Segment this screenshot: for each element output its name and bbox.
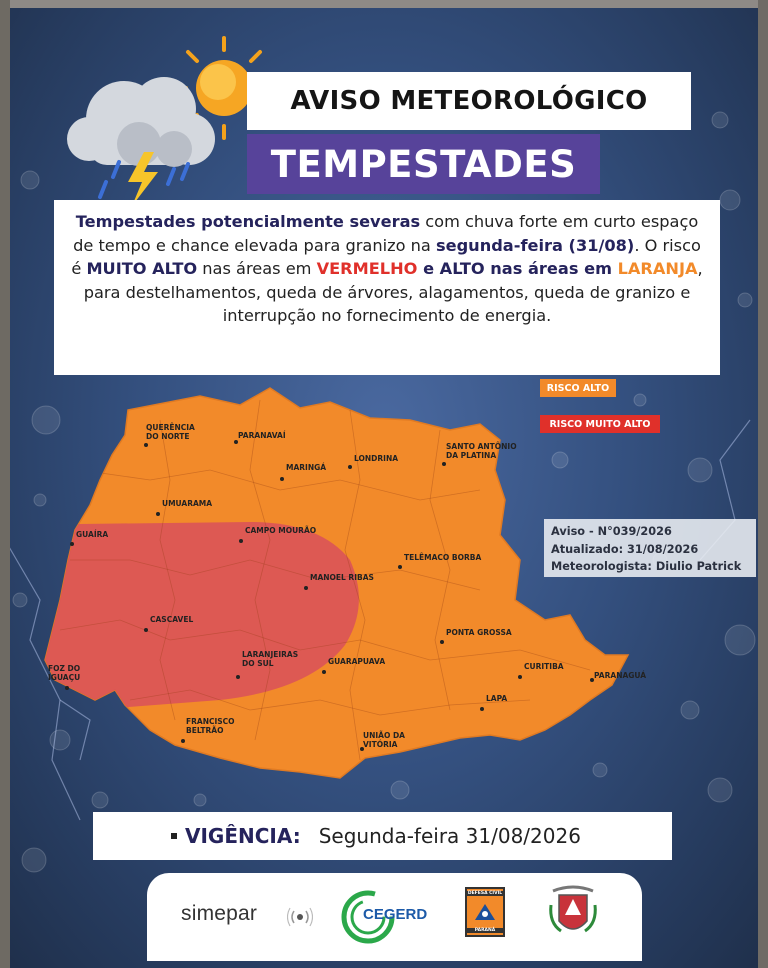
city-label: QUERÊNCIA [146, 423, 195, 432]
parana-coat-of-arms-icon [547, 885, 599, 943]
city-santo-antonio [446, 443, 517, 460]
desc-text-3: nas áreas em [197, 259, 317, 279]
footer-logos [147, 873, 642, 961]
city-label: DO NORTE [146, 431, 190, 441]
desc-day: segunda-feira (31/08) [435, 235, 635, 255]
desc-bold: Tempestades potencialmente severas [75, 212, 421, 231]
city-label: BELTRÃO [186, 725, 224, 735]
simepar-signal-icon [287, 906, 313, 928]
bullet-icon [171, 833, 177, 839]
city-guarapuava: GUARAPUAVA [328, 657, 386, 666]
city-label: FRANCISCO [186, 717, 235, 726]
city-label: IGUAÇU [48, 672, 81, 682]
city-laranjeiras-do-sul [242, 651, 298, 668]
city-umuarama: UMUARAMA [162, 499, 213, 508]
legend-label: RISCO MUITO ALTO [549, 418, 651, 430]
legend-label: RISCO ALTO [546, 382, 610, 394]
city-uniao-da-vitoria [363, 732, 405, 749]
city-querencia [146, 424, 195, 441]
city-francisco-beltrao [186, 718, 235, 735]
city-label: LARANJEIRAS [242, 650, 299, 659]
vigencia-value: Segunda-feira 31/08/2026 [318, 824, 581, 848]
meteorologist: Meteorologista: Diulio Patrick [551, 560, 742, 573]
city-label: DA PLATINA [446, 450, 497, 460]
city-curitiba: CURITIBA [524, 662, 564, 671]
aviso-number: Aviso - N°039/2026 [551, 525, 672, 538]
city-label: VITÓRIA [363, 739, 398, 749]
updated-date: Atualizado: 31/08/2026 [551, 542, 699, 556]
defesa-civil-logo [465, 887, 505, 937]
desc-muito-alto: MUITO ALTO [86, 259, 198, 279]
city-lapa: LAPA [486, 694, 508, 703]
desc-text-2: . O risco é [71, 235, 701, 279]
desc-vermelho: VERMELHO [316, 259, 418, 279]
city-paranavai: PARANAVAÍ [238, 431, 286, 440]
city-cascavel: CASCAVEL [150, 615, 194, 624]
warning-info-box [544, 519, 756, 577]
city-label: FOZ DO [48, 664, 81, 673]
header-subtitle: TEMPESTADES [270, 142, 577, 186]
defesa-civil-text: DEFESA CIVIL [467, 891, 503, 896]
vigencia-box [93, 812, 672, 860]
city-londrina: LONDRINA [354, 454, 399, 463]
cegerd-logo: CEGERD [363, 906, 428, 923]
city-telemaco-borba: TELÊMACO BORBA [404, 553, 482, 562]
simepar-logo: simepar [181, 902, 258, 925]
city-campo-mourao: CAMPO MOURÃO [245, 526, 317, 535]
desc-text-4: e ALTO nas áreas em [417, 259, 618, 279]
city-ponta-grossa: PONTA GROSSA [446, 628, 512, 637]
vigencia-label: VIGÊNCIA: [185, 824, 301, 848]
city-guaira: GUAÍRA [76, 530, 109, 539]
city-paranagua: PARANAGUÁ [594, 671, 647, 680]
defesa-civil-text: PARANÁ [467, 928, 503, 933]
city-label: UNIÃO DA [363, 731, 405, 740]
desc-text: com chuva forte em curto espaço de tempo e chance elevada para granizo na [73, 212, 699, 255]
city-manoel-ribas: MANOEL RIBAS [310, 573, 374, 582]
city-maringa: MARINGÁ [286, 463, 327, 472]
header-title: AVISO METEOROLÓGICO [290, 86, 648, 116]
city-foz-do-iguacu [48, 665, 80, 682]
desc-laranja: LARANJA [617, 259, 698, 279]
defesa-civil-icon [473, 902, 497, 922]
desc-text-5: , para destelhamentos, queda de árvores, alagamentos, queda de granizo e interrupção no fornecimento de energia. [83, 259, 703, 326]
city-label: DO SUL [242, 658, 274, 668]
city-label: SANTO ANTÔNIO [446, 442, 517, 451]
